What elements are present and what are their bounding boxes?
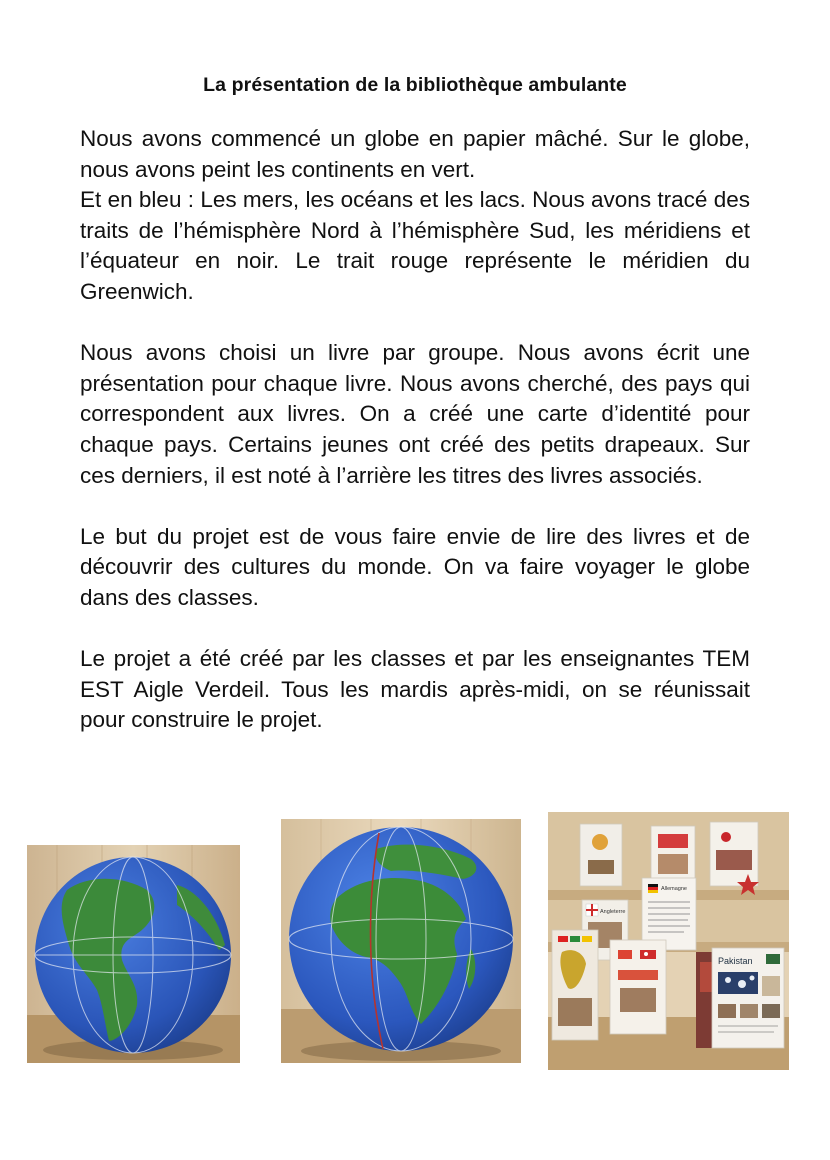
card-label-germany: Allemagne (661, 886, 687, 892)
paragraph-4: Le projet a été créé par les classes et par les enseignantes TEM EST Aigle Verdeil. Tous les mardis après-midi, on se réunissait pour construire le projet. (80, 646, 750, 733)
paragraph-2: Nous avons choisi un livre par groupe. Nous avons écrit une présentation pour chaque livre. Nous avons cherché, des pays qui correspondent aux livres. On a créé une carte d’identité pour chaque pays. Certains jeunes ont créé des petits drapeaux. Sur ces derniers, il est noté à l’arrière les titres des livres associés. (80, 340, 750, 488)
paragraph-1b: Et en bleu : Les mers, les océans et les lacs. Nous avons tracé des traits de l’hémisphère Nord à l’hémisphère Sud, les méridiens et l’équateur en noir. Le trait rouge représente le méridien du Greenwich. (80, 187, 750, 304)
globe-photo-americas (27, 845, 240, 1063)
card-label-pakistan: Pakistan (718, 956, 753, 966)
card-label-england: Angleterre (600, 909, 626, 915)
globe-americas-image (27, 845, 240, 1063)
globe-africa-image (281, 819, 521, 1063)
paragraph-1a: Nous avons commencé un globe en papier mâché. Sur le globe, nous avons peint les continents en vert. (80, 126, 750, 182)
paragraph-3: Le but du projet est de vous faire envie de lire des livres et de découvrir des cultures du monde. On va faire voyager le globe dans des classes. (80, 523, 750, 610)
page-title: La présentation de la bibliothèque ambulante (203, 74, 627, 96)
book-display-image (548, 812, 789, 1070)
book-display-photo (548, 812, 789, 1070)
body-text (80, 124, 750, 736)
globe-photo-africa (281, 819, 521, 1063)
